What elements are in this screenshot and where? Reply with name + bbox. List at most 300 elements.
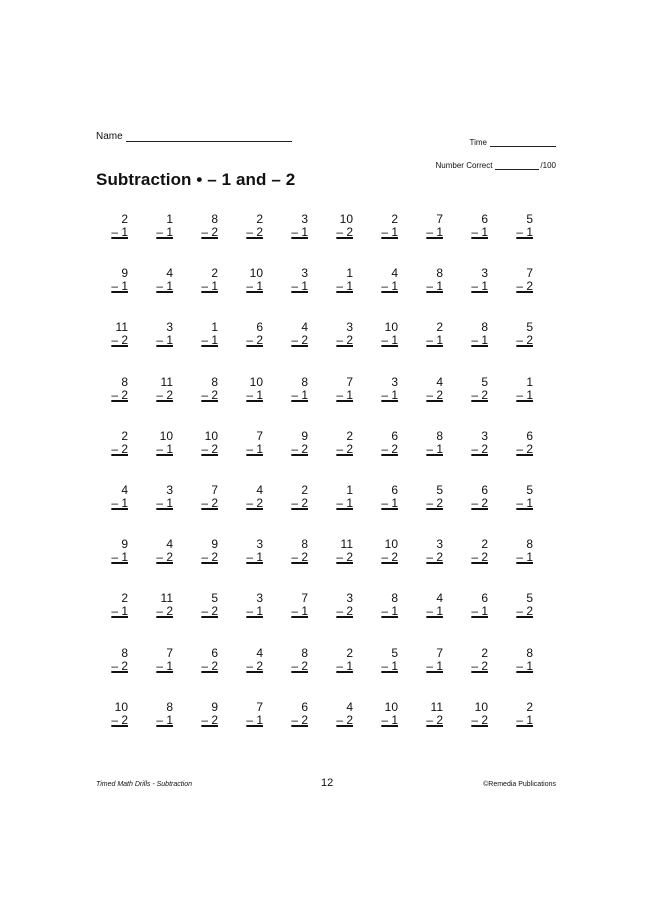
problem-stack xyxy=(378,267,398,293)
subtrahend: – 2 xyxy=(291,712,308,727)
subtraction-problem xyxy=(513,430,558,484)
minuend: 2 xyxy=(256,212,263,226)
minuend: 1 xyxy=(211,320,218,335)
problem-stack xyxy=(333,647,353,673)
problem-stack xyxy=(198,213,218,239)
subtrahend: – 2 xyxy=(201,441,218,456)
subtrahend: – 2 xyxy=(111,333,128,348)
minuend: 9 xyxy=(121,537,128,552)
subtraction-problem xyxy=(468,592,513,646)
problem-stack xyxy=(108,592,128,618)
problem-stack xyxy=(153,267,173,293)
subtraction-problem xyxy=(243,267,288,321)
problem-row xyxy=(108,267,558,321)
subtraction-problem xyxy=(513,592,558,646)
problem-stack xyxy=(108,267,128,293)
subtrahend: – 2 xyxy=(381,441,398,456)
minuend: 7 xyxy=(301,591,308,606)
problem-stack xyxy=(198,321,218,347)
problem-stack xyxy=(243,647,263,673)
subtraction-problem xyxy=(243,484,288,538)
minuend: 8 xyxy=(436,266,443,281)
minuend: 3 xyxy=(166,320,173,335)
subtrahend: – 2 xyxy=(156,387,173,402)
problem-stack xyxy=(108,376,128,402)
problem-stack xyxy=(333,484,353,510)
subtrahend: – 1 xyxy=(111,279,128,294)
problem-stack xyxy=(333,538,353,564)
subtraction-problem xyxy=(378,701,423,755)
problem-stack xyxy=(288,376,308,402)
problem-stack xyxy=(243,484,263,510)
minuend: 3 xyxy=(256,537,263,552)
subtrahend: – 2 xyxy=(516,441,533,456)
subtrahend: – 1 xyxy=(291,387,308,402)
subtrahend: – 2 xyxy=(336,550,353,565)
subtraction-problem xyxy=(108,484,153,538)
minuend: 6 xyxy=(526,428,533,443)
minuend: 11 xyxy=(340,537,353,552)
subtrahend: – 1 xyxy=(156,712,173,727)
minuend: 5 xyxy=(526,591,533,606)
subtrahend: – 1 xyxy=(291,604,308,619)
problem-stack xyxy=(108,213,128,239)
subtrahend: – 2 xyxy=(336,604,353,619)
subtraction-problem xyxy=(108,213,153,267)
problem-stack xyxy=(513,647,533,673)
subtraction-problem xyxy=(333,321,378,375)
minuend: 5 xyxy=(526,320,533,335)
subtraction-problem xyxy=(288,376,333,430)
subtrahend: – 2 xyxy=(201,387,218,402)
subtrahend: – 1 xyxy=(381,225,398,239)
problem-row xyxy=(108,538,558,592)
footer-publisher: ©Remedia Publications xyxy=(483,781,556,788)
subtrahend: – 2 xyxy=(336,712,353,727)
subtraction-problem xyxy=(153,592,198,646)
subtrahend: – 1 xyxy=(516,495,533,510)
minuend: 3 xyxy=(391,374,398,389)
subtrahend: – 1 xyxy=(111,604,128,619)
subtraction-problem xyxy=(468,376,513,430)
problem-stack xyxy=(198,647,218,673)
problem-stack xyxy=(378,701,398,727)
subtrahend: – 1 xyxy=(336,279,353,294)
minuend: 7 xyxy=(436,645,443,660)
subtraction-problem xyxy=(333,267,378,321)
problem-stack xyxy=(423,647,443,673)
subtrahend: – 2 xyxy=(291,550,308,565)
problem-stack xyxy=(423,213,443,239)
minuend: 8 xyxy=(211,212,218,226)
minuend: 8 xyxy=(301,374,308,389)
subtraction-problem xyxy=(513,484,558,538)
minuend: 10 xyxy=(384,320,398,335)
subtrahend: – 2 xyxy=(156,604,173,619)
minuend: 1 xyxy=(526,374,533,389)
subtraction-problem xyxy=(243,647,288,701)
subtrahend: – 2 xyxy=(471,550,488,565)
subtrahend: – 1 xyxy=(246,279,263,294)
time-field-row xyxy=(470,137,556,147)
problem-stack xyxy=(198,538,218,564)
minuend: 8 xyxy=(301,645,308,660)
minuend: 3 xyxy=(301,212,308,226)
subtrahend: – 1 xyxy=(381,604,398,619)
subtraction-problem xyxy=(153,267,198,321)
problem-stack xyxy=(423,430,443,456)
subtraction-problem xyxy=(333,213,378,267)
problem-stack xyxy=(378,376,398,402)
subtrahend: – 2 xyxy=(111,387,128,402)
minuend: 4 xyxy=(346,699,353,714)
problem-stack xyxy=(153,376,173,402)
subtraction-problem xyxy=(333,538,378,592)
subtrahend: – 2 xyxy=(336,225,353,239)
problem-stack xyxy=(153,430,173,456)
subtraction-problem xyxy=(288,647,333,701)
subtraction-problem xyxy=(153,647,198,701)
subtraction-problem xyxy=(513,267,558,321)
subtraction-problem xyxy=(513,701,558,755)
subtraction-problem xyxy=(468,267,513,321)
minuend: 1 xyxy=(166,212,173,226)
subtrahend: – 2 xyxy=(471,658,488,673)
time-blank-line[interactable] xyxy=(490,137,556,147)
number-correct-blank-line[interactable] xyxy=(495,160,539,170)
subtrahend: – 2 xyxy=(471,441,488,456)
subtraction-problem xyxy=(153,213,198,267)
minuend: 9 xyxy=(211,537,218,552)
subtrahend: – 1 xyxy=(381,495,398,510)
subtraction-problem xyxy=(243,430,288,484)
problem-stack xyxy=(513,213,533,239)
subtrahend: – 2 xyxy=(156,550,173,565)
problem-stack xyxy=(468,701,488,727)
subtraction-problem xyxy=(513,538,558,592)
problem-stack xyxy=(243,321,263,347)
number-correct-label: Number Correct xyxy=(435,161,493,170)
minuend: 8 xyxy=(211,374,218,389)
minuend: 6 xyxy=(481,482,488,497)
subtraction-problem xyxy=(378,376,423,430)
minuend: 4 xyxy=(166,266,173,281)
problem-row xyxy=(108,321,558,375)
problem-stack xyxy=(333,267,353,293)
time-label: Time xyxy=(469,138,487,147)
subtraction-problem xyxy=(153,484,198,538)
minuend: 2 xyxy=(121,591,128,606)
problem-stack xyxy=(198,484,218,510)
minuend: 3 xyxy=(346,591,353,606)
subtraction-problem xyxy=(108,321,153,375)
problem-stack xyxy=(108,484,128,510)
problem-stack xyxy=(333,213,353,239)
subtrahend: – 2 xyxy=(291,333,308,348)
minuend: 10 xyxy=(204,428,218,443)
problem-row xyxy=(108,213,558,267)
subtraction-problem xyxy=(378,213,423,267)
footer-book-title: Timed Math Drills - Subtraction xyxy=(96,781,193,788)
name-blank-line[interactable] xyxy=(126,131,292,142)
subtraction-problem xyxy=(378,267,423,321)
problem-stack xyxy=(108,538,128,564)
minuend: 5 xyxy=(211,591,218,606)
subtrahend: – 2 xyxy=(381,550,398,565)
subtrahend: – 2 xyxy=(246,333,263,348)
minuend: 10 xyxy=(114,699,128,714)
problem-stack xyxy=(513,538,533,564)
subtrahend: – 2 xyxy=(426,550,443,565)
minuend: 8 xyxy=(121,645,128,660)
subtrahend: – 1 xyxy=(426,441,443,456)
problem-stack xyxy=(288,267,308,293)
subtraction-problem xyxy=(108,592,153,646)
footer-page-number: 12 xyxy=(321,777,334,789)
subtraction-problem xyxy=(378,538,423,592)
minuend: 1 xyxy=(346,266,353,281)
minuend: 4 xyxy=(121,482,128,497)
problem-stack xyxy=(333,701,353,727)
problem-stack xyxy=(378,321,398,347)
subtrahend: – 1 xyxy=(291,279,308,294)
minuend: 2 xyxy=(526,699,533,714)
minuend: 8 xyxy=(481,320,488,335)
minuend: 10 xyxy=(159,428,173,443)
minuend: 3 xyxy=(436,537,443,552)
problem-stack xyxy=(468,430,488,456)
subtrahend: – 1 xyxy=(246,712,263,727)
subtraction-problem xyxy=(288,538,333,592)
minuend: 2 xyxy=(301,482,308,497)
minuend: 7 xyxy=(211,482,218,497)
subtraction-problem xyxy=(378,484,423,538)
problem-stack xyxy=(288,647,308,673)
subtrahend: – 2 xyxy=(246,225,263,239)
subtraction-problem xyxy=(423,538,468,592)
subtrahend: – 1 xyxy=(426,333,443,348)
subtrahend: – 1 xyxy=(516,225,533,239)
problem-stack xyxy=(288,321,308,347)
subtraction-problem xyxy=(468,213,513,267)
problem-stack xyxy=(333,592,353,618)
subtraction-problem xyxy=(288,592,333,646)
subtraction-problem xyxy=(243,701,288,755)
subtrahend: – 2 xyxy=(111,441,128,456)
subtraction-problem xyxy=(378,647,423,701)
subtraction-problem xyxy=(513,213,558,267)
minuend: 3 xyxy=(346,320,353,335)
problem-stack xyxy=(378,213,398,239)
minuend: 1 xyxy=(346,482,353,497)
subtraction-problem xyxy=(378,430,423,484)
problem-stack xyxy=(198,430,218,456)
number-correct-row xyxy=(436,160,556,170)
problem-stack xyxy=(423,321,443,347)
subtrahend: – 2 xyxy=(516,279,533,294)
minuend: 2 xyxy=(121,428,128,443)
subtrahend: – 1 xyxy=(201,333,218,348)
minuend: 3 xyxy=(481,428,488,443)
minuend: 5 xyxy=(436,482,443,497)
subtraction-problem xyxy=(423,647,468,701)
problem-stack xyxy=(333,376,353,402)
page-title: Subtraction • – 1 and – 2 xyxy=(96,170,296,189)
problem-stack xyxy=(468,647,488,673)
subtrahend: – 2 xyxy=(336,333,353,348)
subtraction-problem xyxy=(288,321,333,375)
subtrahend: – 1 xyxy=(381,712,398,727)
subtraction-problem xyxy=(513,647,558,701)
subtrahend: – 2 xyxy=(426,712,443,727)
problem-stack xyxy=(243,213,263,239)
subtraction-problem xyxy=(108,647,153,701)
subtraction-problem xyxy=(423,592,468,646)
subtraction-problem xyxy=(288,484,333,538)
subtrahend: – 1 xyxy=(156,279,173,294)
subtrahend: – 1 xyxy=(516,550,533,565)
problem-stack xyxy=(378,647,398,673)
subtrahend: – 2 xyxy=(471,387,488,402)
subtraction-problem xyxy=(423,376,468,430)
subtraction-problem xyxy=(468,647,513,701)
problem-stack xyxy=(153,538,173,564)
subtrahend: – 1 xyxy=(426,658,443,673)
subtrahend: – 1 xyxy=(336,495,353,510)
subtraction-problem xyxy=(333,647,378,701)
subtrahend: – 1 xyxy=(471,333,488,348)
subtrahend: – 2 xyxy=(201,550,218,565)
subtrahend: – 2 xyxy=(336,441,353,456)
problem-stack xyxy=(243,430,263,456)
subtraction-problem xyxy=(198,538,243,592)
subtraction-problem xyxy=(243,213,288,267)
minuend: 5 xyxy=(526,482,533,497)
subtraction-problem xyxy=(153,538,198,592)
minuend: 9 xyxy=(301,428,308,443)
problem-stack xyxy=(108,647,128,673)
subtraction-problem xyxy=(423,213,468,267)
problem-stack xyxy=(288,213,308,239)
subtraction-problem xyxy=(468,538,513,592)
subtrahend: – 1 xyxy=(246,441,263,456)
subtraction-problem xyxy=(198,430,243,484)
problem-stack xyxy=(153,321,173,347)
minuend: 8 xyxy=(436,428,443,443)
minuend: 2 xyxy=(346,645,353,660)
subtrahend: – 2 xyxy=(111,658,128,673)
minuend: 4 xyxy=(436,591,443,606)
problem-stack xyxy=(243,376,263,402)
subtraction-problem xyxy=(198,321,243,375)
problem-stack xyxy=(198,376,218,402)
subtraction-problem xyxy=(423,484,468,538)
subtraction-problem xyxy=(153,321,198,375)
subtrahend: – 1 xyxy=(156,441,173,456)
subtrahend: – 1 xyxy=(516,712,533,727)
subtrahend: – 1 xyxy=(471,604,488,619)
subtrahend: – 1 xyxy=(426,225,443,239)
subtrahend: – 2 xyxy=(471,495,488,510)
problem-stack xyxy=(423,484,443,510)
subtrahend: – 1 xyxy=(516,658,533,673)
minuend: 6 xyxy=(256,320,263,335)
problem-row xyxy=(108,430,558,484)
minuend: 4 xyxy=(166,537,173,552)
minuend: 2 xyxy=(211,266,218,281)
subtrahend: – 2 xyxy=(201,225,218,239)
subtrahend: – 2 xyxy=(111,712,128,727)
subtrahend: – 1 xyxy=(111,495,128,510)
subtrahend: – 1 xyxy=(156,225,173,239)
subtrahend: – 1 xyxy=(426,604,443,619)
problem-stack xyxy=(108,321,128,347)
problem-stack xyxy=(513,592,533,618)
subtraction-problem xyxy=(108,538,153,592)
subtraction-problem xyxy=(108,376,153,430)
minuend: 7 xyxy=(256,699,263,714)
problem-stack xyxy=(513,430,533,456)
problem-row xyxy=(108,376,558,430)
minuend: 2 xyxy=(481,537,488,552)
subtrahend: – 2 xyxy=(426,387,443,402)
subtraction-problem xyxy=(108,267,153,321)
subtraction-problem xyxy=(198,701,243,755)
minuend: 11 xyxy=(160,591,173,606)
minuend: 3 xyxy=(166,482,173,497)
subtraction-problem xyxy=(513,376,558,430)
subtrahend: – 2 xyxy=(201,712,218,727)
minuend: 5 xyxy=(391,645,398,660)
subtrahend: – 2 xyxy=(426,495,443,510)
minuend: 7 xyxy=(166,645,173,660)
minuend: 6 xyxy=(481,212,488,226)
problem-stack xyxy=(423,267,443,293)
minuend: 2 xyxy=(436,320,443,335)
minuend: 6 xyxy=(301,699,308,714)
problem-stack xyxy=(153,213,173,239)
subtraction-problem xyxy=(198,592,243,646)
minuend: 8 xyxy=(526,645,533,660)
problem-stack xyxy=(513,484,533,510)
minuend: 10 xyxy=(384,537,398,552)
subtraction-problem xyxy=(378,321,423,375)
subtrahend: – 1 xyxy=(246,604,263,619)
minuend: 8 xyxy=(166,699,173,714)
subtraction-problem xyxy=(333,430,378,484)
problem-stack xyxy=(243,538,263,564)
problem-stack xyxy=(423,592,443,618)
minuend: 6 xyxy=(481,591,488,606)
problem-stack xyxy=(378,538,398,564)
subtrahend: – 1 xyxy=(381,658,398,673)
problem-stack xyxy=(108,701,128,727)
subtraction-problem xyxy=(198,376,243,430)
problem-row xyxy=(108,701,558,755)
problem-stack xyxy=(153,592,173,618)
problem-row xyxy=(108,592,558,646)
problem-stack xyxy=(378,430,398,456)
minuend: 7 xyxy=(256,428,263,443)
subtrahend: – 2 xyxy=(291,495,308,510)
minuend: 7 xyxy=(526,266,533,281)
problem-stack xyxy=(468,592,488,618)
subtraction-problem xyxy=(423,701,468,755)
subtrahend: – 1 xyxy=(381,387,398,402)
problem-stack xyxy=(513,321,533,347)
minuend: 4 xyxy=(256,645,263,660)
minuend: 7 xyxy=(346,374,353,389)
